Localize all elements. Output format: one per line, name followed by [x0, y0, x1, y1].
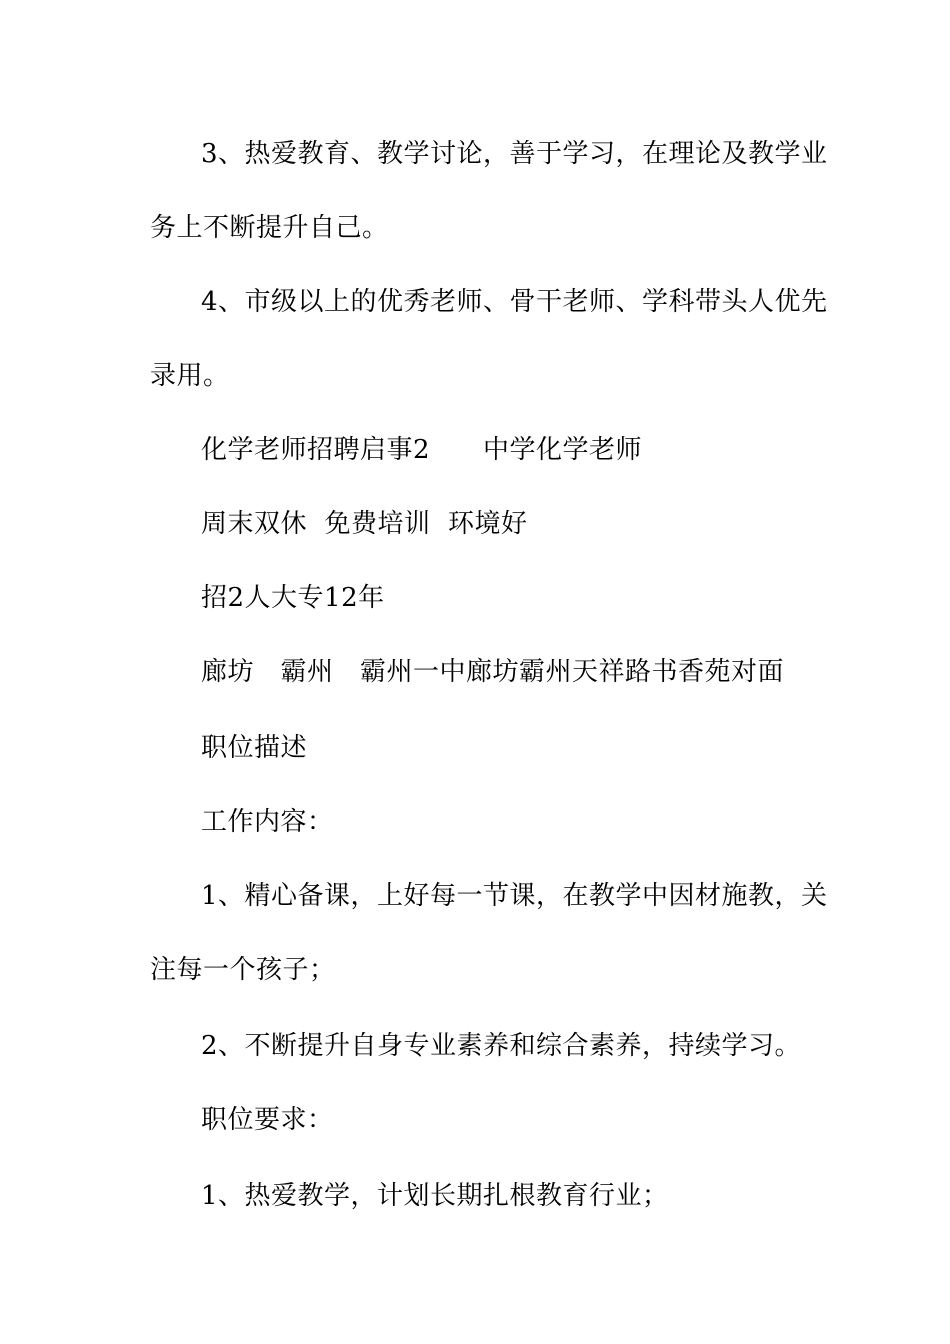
section-heading: 职位要求：: [201, 1105, 334, 1135]
paragraph-line: 注每一个孩子；: [150, 955, 336, 985]
paragraph-line: 2、不断提升自身专业素养和综合素养，持续学习。: [201, 1031, 802, 1061]
paragraph-line: 廊坊 霸州 霸州一中廊坊霸州天祥路书香苑对面: [201, 657, 785, 687]
paragraph-line: 3、热爱教育、教学讨论，善于学习，在理论及教学业: [201, 139, 828, 169]
paragraph-line: 招2人大专12年: [201, 583, 385, 613]
paragraph-line: 周末双休 免费培训 环境好: [201, 509, 528, 539]
paragraph-line: 务上不断提升自己。: [150, 213, 389, 243]
paragraph-line: 1、精心备课，上好每一节课，在教学中因材施教，关: [201, 881, 828, 911]
paragraph-line: 4、市级以上的优秀老师、骨干老师、学科带头人优先: [201, 287, 828, 317]
section-heading: 工作内容：: [201, 807, 334, 837]
paragraph-line: 1、热爱教学，计划长期扎根教育行业；: [201, 1181, 669, 1211]
heading-line: 化学老师招聘启事2 中学化学老师: [201, 435, 643, 465]
paragraph-line: 录用。: [150, 361, 230, 391]
section-heading: 职位描述: [201, 733, 308, 763]
